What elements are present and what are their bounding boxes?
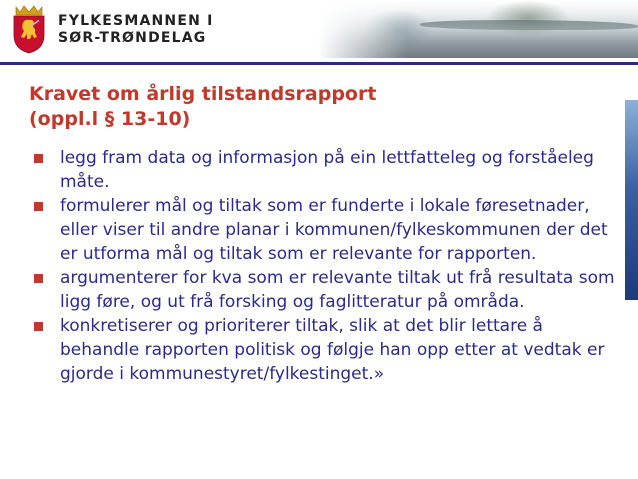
slide-title bbox=[29, 82, 589, 132]
bullet-list bbox=[34, 146, 619, 386]
slide-title-line2: (oppl.l § 13-10) bbox=[29, 108, 191, 130]
slide-title-line1: Kravet om årlig tilstandsrapport bbox=[29, 83, 377, 105]
coat-of-arms-lion-icon bbox=[6, 3, 52, 55]
bullet-text: konkretiserer og prioriterer tiltak, slik at det blir lettare å behandle rapporten politisk og følgje han opp etter at vedtak er gjorde i kommunestyret/fylkestinget.» bbox=[60, 316, 605, 384]
side-accent-strip bbox=[625, 100, 638, 300]
organization-name-line2: SØR-TRØNDELAG bbox=[58, 30, 207, 46]
square-bullet-icon bbox=[34, 202, 43, 211]
bullet-text: argumenterer for kva som er relevante tiltak ut frå resultata som ligg føre, og ut frå forsking og faglitteratur på områda. bbox=[60, 268, 615, 312]
organization-name bbox=[58, 13, 213, 47]
bullet-item bbox=[34, 266, 619, 314]
organization-name-line1: FYLKESMANNEN I bbox=[58, 13, 214, 29]
treeline-shape bbox=[420, 20, 638, 30]
bullet-item bbox=[34, 194, 619, 266]
header-banner bbox=[0, 0, 638, 58]
bullet-item bbox=[34, 314, 619, 386]
bullet-item bbox=[34, 146, 619, 194]
square-bullet-icon bbox=[34, 322, 43, 331]
bullet-text: formulerer mål og tiltak som er funderte i lokale føresetnader, eller viser til andre planar i kommunen/fylkeskommunen der det er utforma mål og tiltak som er relevante for rapporten. bbox=[60, 196, 608, 264]
bullet-text: legg fram data og informasjon på ein lettfatteleg og forståeleg måte. bbox=[60, 148, 594, 192]
square-bullet-icon bbox=[34, 154, 43, 163]
header-divider bbox=[0, 62, 638, 65]
square-bullet-icon bbox=[34, 274, 43, 283]
